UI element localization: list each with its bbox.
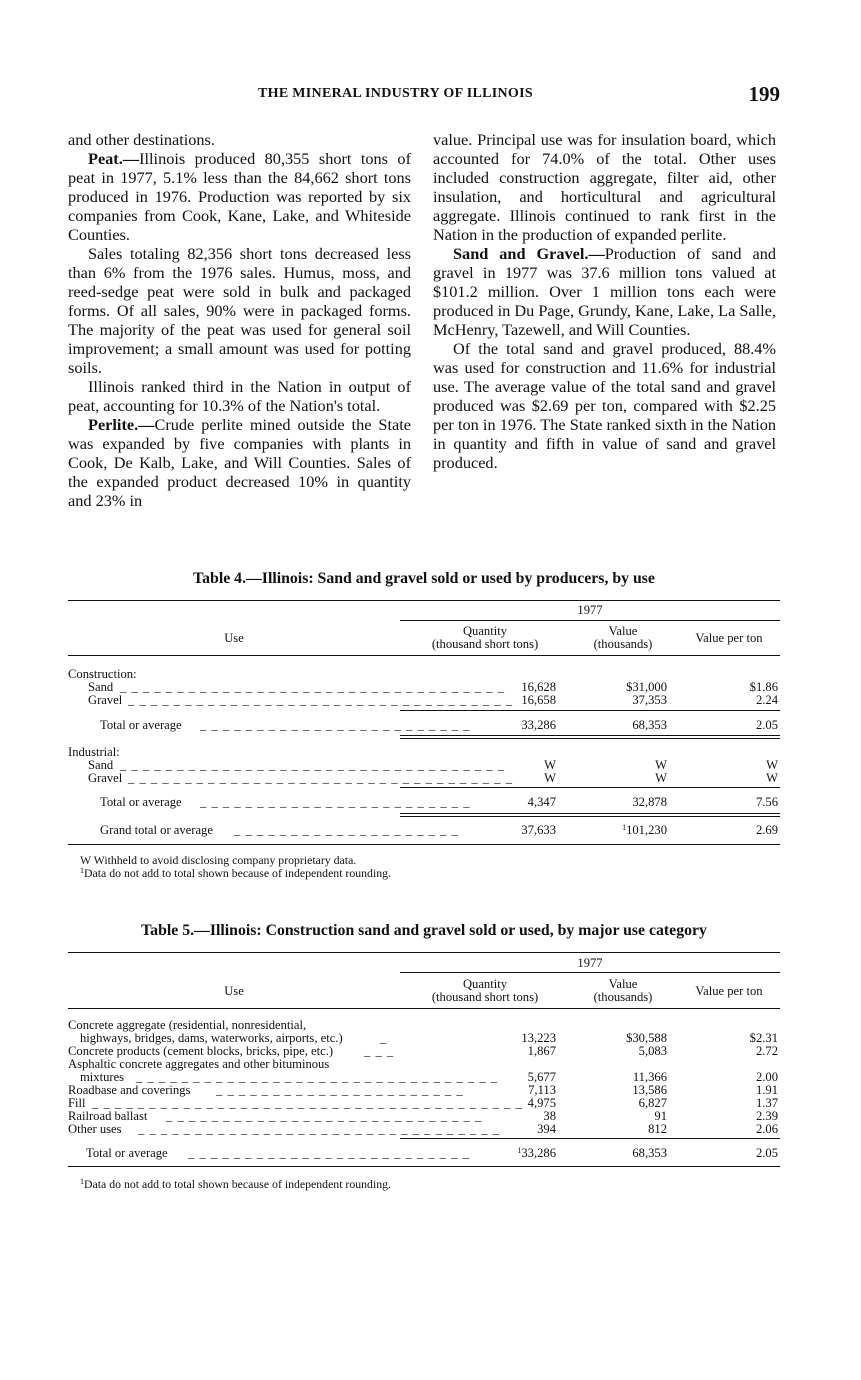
dot-leader: _ _ _ _ _ _ _ _ _ _ _ _ _ _ _ _ _ _ _ _: [234, 823, 459, 837]
table-rule: [68, 1166, 780, 1167]
table-rule: [400, 735, 780, 736]
table5-row-label: Railroad ballast: [68, 1109, 148, 1123]
table5-row-label: Asphaltic concrete aggregates and other bituminous: [68, 1057, 330, 1071]
dot-leader: _ _ _ _ _ _ _ _ _ _ _ _ _ _ _ _ _ _ _ _ _ _ _ _ _ _ _ _ _ _ _ _: [136, 1070, 499, 1084]
table4-cell: $31,000: [626, 680, 667, 694]
table4-cell: W: [544, 758, 556, 772]
table-rule: [400, 787, 780, 788]
table4-cell: 33,286: [521, 718, 556, 732]
table5-cell: $^1$33,286: [517, 1146, 556, 1160]
table-rule: [68, 1008, 780, 1009]
table4-cell: 16,628: [521, 680, 556, 694]
table-rule: [400, 816, 780, 817]
section-head-peat: Peat.—: [88, 149, 140, 168]
table5-cell: 2.72: [755, 1044, 778, 1058]
table5-row-label: Total or average: [86, 1146, 168, 1160]
dot-leader: _ _ _ _ _ _ _ _ _ _ _ _ _ _ _ _ _ _ _ _ _ _ _ _: [200, 795, 471, 809]
table4-row-label: Total or average: [100, 795, 182, 809]
table5-col-value: Value (thousands): [593, 977, 653, 1004]
table4-col-use: Use: [224, 631, 244, 645]
left-column: [68, 130, 411, 510]
dot-leader: _ _ _: [364, 1044, 395, 1058]
table4-cell: $^1$101,230: [622, 823, 667, 837]
table4-cell: 4,347: [527, 795, 556, 809]
table5-year: 1977: [577, 956, 603, 970]
table4-cell: 68,353: [632, 718, 667, 732]
paragraph-perlite: Perlite.—Crude perlite mined outside the State was expanded by five companies with plants in Cook, De Kalb, Lake, and Will Counties. Sales of the expanded product decreased 10% in quantity and 23% in: [68, 415, 411, 510]
table5-col-value-per-ton: Value per ton: [695, 984, 763, 998]
table4-cell: W: [655, 758, 667, 772]
paragraph-sand-gravel: Sand and Gravel.—Production of sand and gravel in 1977 was 37.6 million tons valued at $101.2 million. Over 1 million tons each were produced in Du Page, Grundy, Kane, Lake, La Salle, McHenry, Tazewell, and Will Counties.: [433, 244, 777, 339]
table-rule: [400, 972, 780, 973]
dot-leader: _ _ _ _ _ _ _ _ _ _ _ _ _ _ _ _ _ _ _ _ _ _ _ _ _ _ _ _ _ _ _ _ _ _ _ _ _ _: [92, 1096, 523, 1110]
dot-leader: _ _ _ _ _ _ _ _ _ _ _ _ _ _ _ _ _ _ _ _ _ _ _ _ _ _ _ _ _ _ _ _ _ _: [128, 771, 513, 785]
table4-cell: 32,878: [632, 795, 667, 809]
table4-cell: W: [655, 771, 667, 785]
table5-col-quantity: Quantity (thousand short tons): [431, 977, 539, 1004]
table5-row-label: Concrete aggregate (residential, nonresidential,: [68, 1018, 307, 1032]
table5: [68, 950, 780, 1172]
table-rule: [68, 600, 780, 601]
table5-cell: 1.91: [755, 1083, 778, 1097]
table-rule: [400, 813, 780, 814]
dot-leader: _: [380, 1031, 388, 1045]
table5-cell: 1.37: [755, 1096, 778, 1110]
table5-cell: 5,677: [527, 1070, 556, 1084]
table-rule: [400, 620, 780, 621]
table4-cell: W: [766, 771, 778, 785]
table5-cell: 5,083: [638, 1044, 667, 1058]
paragraph: value. Principal use was for insulation board, which accounted for 74.0% of the total. Other uses included construction aggregate, filter aid, other insulation, and horticultural and agricultural aggregate. Illinois continued to rank first in the Nation in the production of expanded perlite.: [433, 130, 776, 244]
table5-cell: 2.06: [755, 1122, 778, 1136]
table4-year: 1977: [577, 603, 603, 617]
table5-row-label: Other uses: [68, 1122, 122, 1136]
table4-row-label: Sand: [88, 758, 114, 772]
paragraph: Of the total sand and gravel produced, 88.4% was used for construction and 11.6% for industrial use. The average value of the total sand and gravel produced was $2.69 per ton, compared with $2.25 per ton in 1976. The State ranked sixth in the Nation in quantity and fifth in value of sand and gravel produced.: [433, 339, 776, 472]
dot-leader: _ _ _ _ _ _ _ _ _ _ _ _ _ _ _ _ _ _ _ _ _ _ _ _ _ _ _ _: [166, 1109, 483, 1123]
table4-section-construction: Construction:: [68, 667, 137, 681]
table4-cell: W: [544, 771, 556, 785]
dot-leader: _ _ _ _ _ _ _ _ _ _ _ _ _ _ _ _ _ _ _ _ _ _ _ _: [200, 718, 471, 732]
table5-cell: 13,586: [632, 1083, 667, 1097]
dot-leader: _ _ _ _ _ _ _ _ _ _ _ _ _ _ _ _ _ _ _ _ _ _ _ _ _: [188, 1146, 470, 1160]
table4-row-label: Gravel: [88, 693, 123, 707]
dot-leader: _ _ _ _ _ _ _ _ _ _ _ _ _ _ _ _ _ _ _ _ _ _ _ _ _ _ _ _ _ _ _ _ _ _: [120, 758, 505, 772]
table5-footnote-1: $^1$Data do not add to total shown because of independent rounding.: [80, 1177, 391, 1191]
table5-cell: 68,353: [632, 1146, 667, 1160]
table4-row-label: Total or average: [100, 718, 182, 732]
table5-cell: 13,223: [521, 1031, 556, 1045]
table5-cell: 394: [537, 1122, 556, 1136]
section-head-sand-gravel: Sand and Gravel.—: [453, 244, 605, 263]
table5-title: Table 5.—Illinois: Construction sand and gravel sold or used, by major use category: [141, 922, 707, 939]
dot-leader: _ _ _ _ _ _ _ _ _ _ _ _ _ _ _ _ _ _ _ _ _ _ _ _ _ _ _ _ _ _ _ _ _ _: [128, 693, 513, 707]
table5-cell: $30,588: [626, 1031, 667, 1045]
section-head-perlite: Perlite.—: [88, 415, 155, 434]
paragraph: Sales totaling 82,356 short tons decreased less than 6% from the 1976 sales. Humus, moss, and reed-sedge peat were sold in bulk and packaged forms. Of all sales, 90% were in packaged forms. The majority of the peat was used for general soil improvement; a small amount was used for potting soils.: [68, 244, 411, 377]
table-rule: [68, 655, 780, 656]
table4-title: Table 4.—Illinois: Sand and gravel sold or used by producers, by use: [193, 570, 655, 587]
table4-section-industrial: Industrial:: [68, 745, 120, 759]
table4-row-label: Sand: [88, 680, 114, 694]
table5-row-label: Roadbase and coverings: [68, 1083, 191, 1097]
table5-cell: 7,113: [528, 1083, 556, 1097]
table4-cell: W: [766, 758, 778, 772]
table5-cell: 91: [654, 1109, 667, 1123]
table5-row-label: highways, bridges, dams, waterworks, airports, etc.): [80, 1031, 343, 1045]
table-rule: [400, 738, 780, 739]
table4-cell: 16,658: [521, 693, 556, 707]
table5-cell: $2.31: [749, 1031, 778, 1045]
footnote-mark: 1: [80, 1177, 84, 1186]
table5-cell: 6,827: [638, 1096, 667, 1110]
table5-col-use: Use: [224, 984, 244, 998]
footnote-mark: 1: [622, 823, 627, 832]
dot-leader: _ _ _ _ _ _ _ _ _ _ _ _ _ _ _ _ _ _ _ _ _ _: [216, 1083, 464, 1097]
table5-row-label: Fill: [68, 1096, 86, 1110]
table5-cell: 38: [543, 1109, 556, 1123]
table4: [68, 598, 780, 848]
table5-cell: 4,975: [527, 1096, 556, 1110]
table4-col-value-per-ton: Value per ton: [695, 631, 763, 645]
table4-footnote-1: $^1$Data do not add to total shown because of independent rounding.: [80, 866, 391, 880]
table4-cell: 37,633: [521, 823, 556, 837]
paragraph: and other destinations.: [68, 130, 215, 149]
table4-footnote-w: W Withheld to avoid disclosing company proprietary data.: [80, 853, 357, 867]
table4-col-quantity: Quantity (thousand short tons): [431, 624, 539, 651]
table5-row-label: Concrete products (cement blocks, bricks, pipe, etc.): [68, 1044, 334, 1058]
table5-cell: 2.05: [755, 1146, 778, 1160]
table4-cell: 7.56: [755, 795, 778, 809]
table4-cell: 2.05: [755, 718, 778, 732]
table5-cell: 2.39: [755, 1109, 778, 1123]
running-head: [68, 84, 780, 108]
table4-cell: $1.86: [749, 680, 778, 694]
table5-cell: 11,366: [632, 1070, 667, 1084]
paragraph-peat: Peat.—Illinois produced 80,355 short tons of peat in 1977, 5.1% less than the 84,662 short tons produced in 1976. Production was reported by six companies from Cook, Kane, Lake, and Whiteside Counties.: [68, 149, 411, 244]
footnote-mark: 1: [80, 866, 84, 875]
running-title: THE MINERAL INDUSTRY OF ILLINOIS: [258, 86, 533, 101]
footnote-mark: 1: [517, 1146, 522, 1155]
dot-leader: _ _ _ _ _ _ _ _ _ _ _ _ _ _ _ _ _ _ _ _ _ _ _ _ _ _ _ _ _ _ _ _: [138, 1122, 501, 1136]
table4-col-value: Value (thousands): [593, 624, 653, 651]
dot-leader: _ _ _ _ _ _ _ _ _ _ _ _ _ _ _ _ _ _ _ _ _ _ _ _ _ _ _ _ _ _ _ _ _ _: [120, 680, 505, 694]
page-number: 199: [748, 82, 780, 106]
right-column: [433, 130, 776, 472]
table-rule: [68, 952, 780, 953]
table5-cell: 812: [648, 1122, 667, 1136]
table4-row-label: Grand total or average: [100, 823, 213, 837]
table4-cell: 2.69: [755, 823, 778, 837]
table4-row-label: Gravel: [88, 771, 123, 785]
table-rule: [68, 844, 780, 845]
table4-cell: 37,353: [632, 693, 667, 707]
table-rule: [400, 710, 780, 711]
table-rule: [400, 1138, 780, 1139]
table5-cell: 1,867: [527, 1044, 556, 1058]
table4-cell: 2.24: [755, 693, 778, 707]
paragraph: Illinois ranked third in the Nation in output of peat, accounting for 10.3% of the Nation's total.: [68, 377, 411, 415]
table5-cell: 2.00: [755, 1070, 778, 1084]
table5-row-label: mixtures: [80, 1070, 125, 1084]
